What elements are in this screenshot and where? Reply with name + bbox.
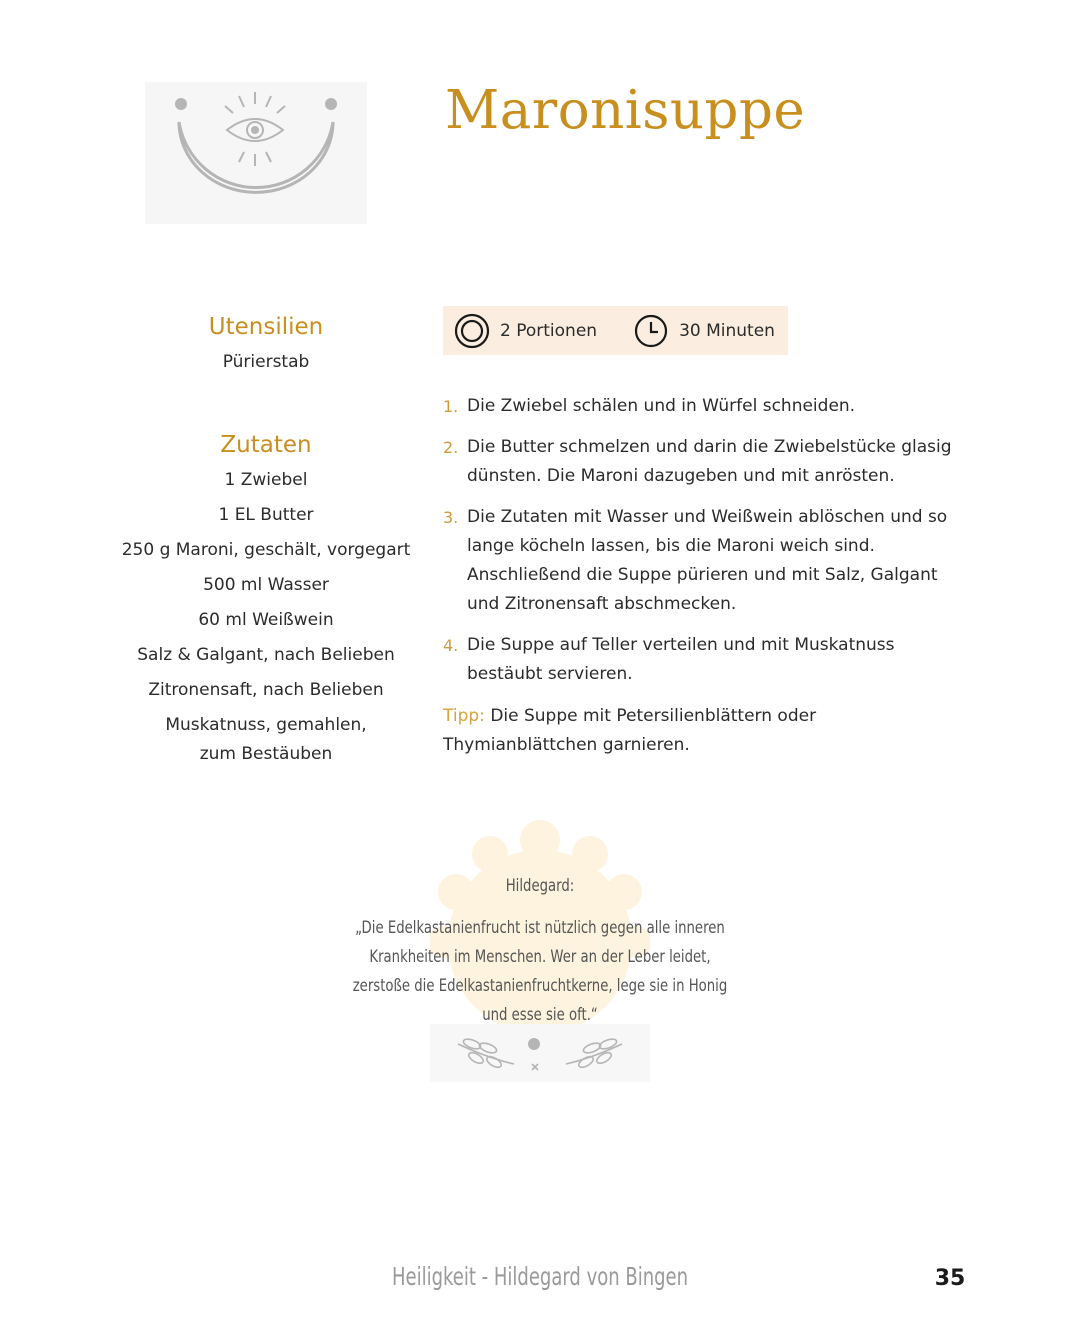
ingredient-item: Muskatnuss, gemahlen, zum Bestäuben (165, 715, 367, 764)
ingredient-list (100, 466, 432, 769)
moon-eye-icon (145, 82, 367, 224)
recipe-title: Maronisuppe (445, 80, 806, 141)
ingredient-item: 500 ml Wasser (203, 575, 329, 595)
step-item (443, 433, 963, 491)
recipe-info-box (443, 306, 788, 355)
utensil-item: Pürierstab (222, 352, 310, 372)
step-text: Die Suppe auf Teller verteilen und mit Muskatnuss bestäubt servieren. (467, 635, 895, 684)
ingredient-item: 1 Zwiebel (224, 470, 308, 490)
ingredient-item: 250 g Maroni, geschält, vorgegart (121, 540, 411, 560)
step-item (443, 631, 963, 689)
servings-info (454, 313, 597, 349)
ingredient-item: Zitronensaft, nach Belieben (148, 680, 384, 700)
ingredient-item: 60 ml Weißwein (198, 610, 334, 630)
time-label: 30 Minuten (679, 320, 775, 341)
quote-text: „Die Edelkastanienfrucht ist nützlich gegen alle inneren Krankheiten im Menschen. Wer an der Leber leidet, zerstoße die Edelkastanienfruchtkerne, lege sie in Honig und esse sie oft.“ (352, 918, 728, 1025)
step-number: 1. (443, 397, 459, 416)
step-text: Die Zutaten mit Wasser und Weißwein ablöschen und so lange köcheln lassen, bis die Maroni weich sind. Anschließend die Suppe pürieren und mit Salz, Galgant und Zitronensaft abschmecken. (467, 507, 948, 614)
instruction-steps (443, 392, 963, 701)
step-number: 2. (443, 438, 459, 457)
step-text: Die Zwiebel schälen und in Würfel schneiden. (467, 396, 856, 416)
quote-author: Hildegard: (505, 876, 575, 896)
page-number: 35 (934, 1266, 966, 1291)
step-item (443, 392, 963, 421)
step-item (443, 503, 963, 619)
plate-icon (454, 313, 490, 349)
step-number: 3. (443, 508, 459, 527)
logo (145, 82, 367, 224)
utensils-section (100, 314, 432, 372)
servings-label: 2 Portionen (500, 320, 598, 341)
tip (443, 702, 963, 760)
step-text: Die Butter schmelzen und darin die Zwiebelstücke glasig dünsten. Die Maroni dazugeben und mit anrösten. (467, 437, 952, 486)
step-number: 4. (443, 636, 459, 655)
clock-icon (633, 313, 669, 349)
book-title: Heiligkeit - Hildegard von Bingen (391, 1262, 689, 1291)
tip-text: Die Suppe mit Petersilienblättern oder Thymianblättchen garnieren. (443, 706, 817, 755)
ingredient-item: 1 EL Butter (218, 505, 314, 525)
ingredients-heading: Zutaten (220, 432, 312, 458)
ingredient-item: Salz & Galgant, nach Belieben (137, 645, 395, 665)
ingredients-section (100, 432, 432, 775)
time-info (633, 313, 775, 349)
utensils-heading: Utensilien (208, 314, 324, 340)
tip-label: Tipp: (443, 706, 485, 726)
